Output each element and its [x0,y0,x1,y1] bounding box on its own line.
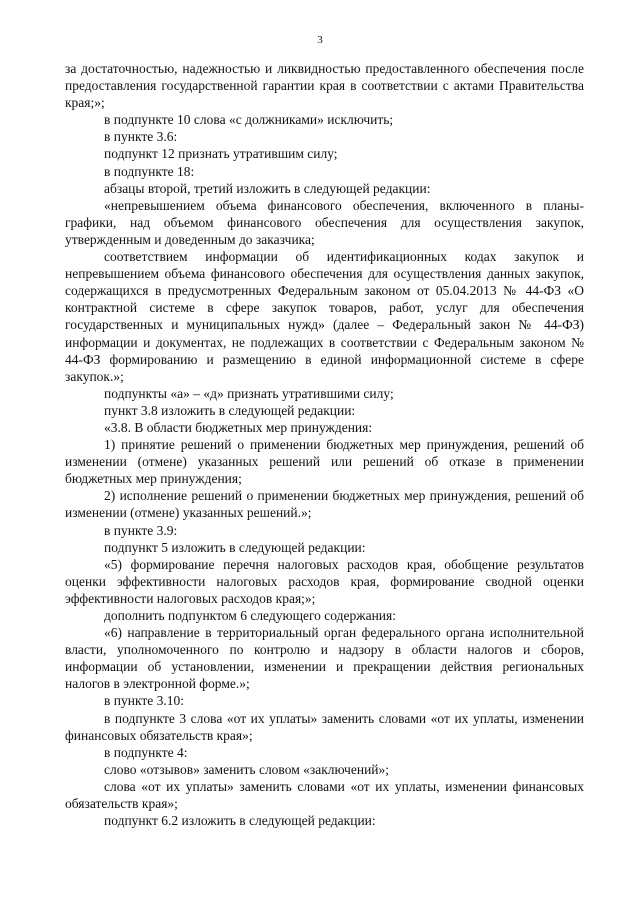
paragraph: в подпункте 3 слова «от их уплаты» заменить словами «от их уплаты, изменении финансовых обязательств края»; [65,710,584,743]
paragraph: «6) направление в территориальный орган федерального органа исполнительной власти, уполномоченного по контролю и надзору в области налогов и сборов, информации об установлении, изменении и прекращении действия региональных налогов в электронной форме.»; [65,625,584,692]
paragraph: пункт 3.8 изложить в следующей редакции: [104,402,356,418]
paragraph: подпункты «а» – «д» признать утратившими силу; [104,385,394,401]
paragraph: 1) принятие решений о применении бюджетных мер принуждения, решений об изменении (отмене) указанных решений или решений об отказе в применении бюджетных мер принуждения; [65,437,584,487]
paragraph: соответствием информации об идентификационных кодах закупок и непревышением объема финансового обеспечения для осуществления данных закупок, содержащихся в предусмотренных Федеральным законом от 05.04.2013 № 44-ФЗ «О контрактной системе в сфере закупок товаров, работ, услуг для обеспечения государственных и муниципальных нужд» (далее – Федеральный закон № 44-ФЗ) информации и документах, не подлежащих в соответствии с Федеральным законом № 44-ФЗ формированию и размещению в единой информационной системе в сфере закупок.»; [65,249,584,384]
paragraph: подпункт 5 изложить в следующей редакции: [104,539,366,555]
paragraph: в подпункте 10 слова «с должниками» исключить; [104,112,394,128]
paragraph: в пункте 3.9: [104,522,178,538]
page-number: 3 [317,34,323,46]
paragraph: слово «отзывов» заменить словом «заключений»; [104,761,390,777]
paragraph: «5) формирование перечня налоговых расходов края, обобщение результатов оценки эффективности налоговых расходов края, формирование сводной оценки эффективности налоговых расходов края;»; [65,556,584,606]
paragraph: в пункте 3.6: [104,129,178,145]
paragraph: в подпункте 4: [104,744,188,760]
paragraph: абзацы второй, третий изложить в следующей редакции: [104,180,431,196]
paragraph: в подпункте 18: [104,163,195,179]
paragraph: «непревышением объема финансового обеспечения, включенного в планы-графики, над объемом финансового обеспечения для осуществления закупок, утвержденным и доведенным до заказчика; [65,197,584,247]
paragraph: дополнить подпунктом 6 следующего содержания: [104,608,396,623]
paragraph: слова «от их уплаты» заменить словами «от их уплаты, изменении финансовых обязательств края»; [65,778,584,812]
paragraph: за достаточностью, надежностью и ликвидностью предоставленного обеспечения после предоставления государственной гарантии края в соответствии с актами Правительства края;»; [65,61,584,111]
paragraph: в пункте 3.10: [104,693,184,709]
paragraph: «3.8. В области бюджетных мер принуждения: [104,419,373,435]
paragraph: 2) исполнение решений о применении бюджетных мер принуждения, решений об изменении (отмене) указанных решений.»; [65,488,584,521]
paragraph: подпункт 6.2 изложить в следующей редакции: [104,813,376,829]
paragraph: подпункт 12 признать утратившим силу; [104,146,338,162]
document-body [65,60,584,829]
